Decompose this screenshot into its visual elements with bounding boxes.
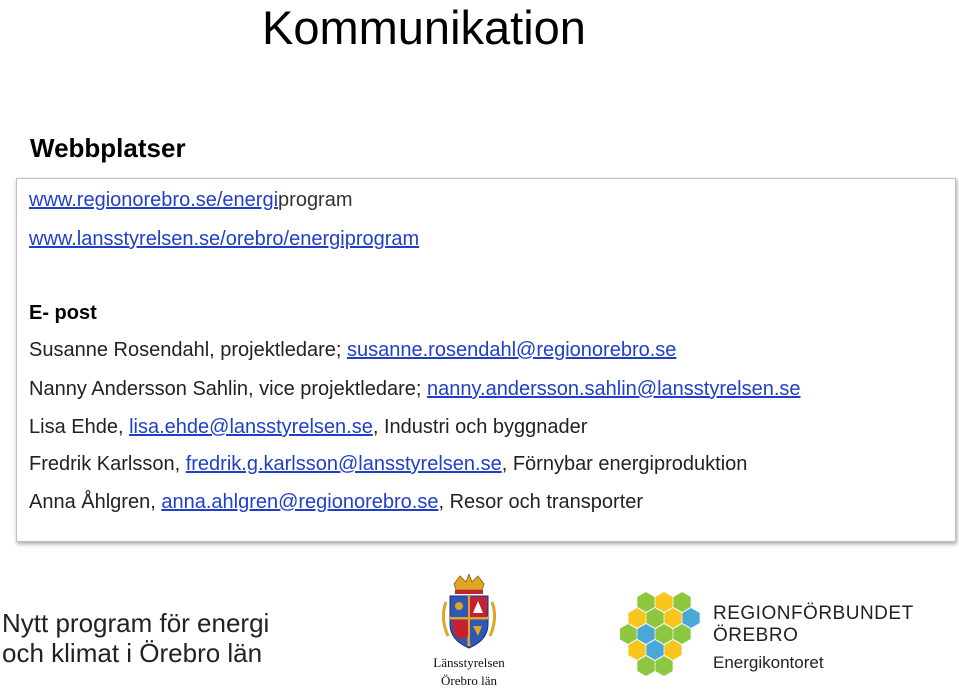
contact-name: Fredrik Karlsson, — [29, 453, 186, 475]
contact-name: Nanny Andersson Sahlin, vice projektledare; — [29, 378, 428, 400]
program-logo-line1: Nytt program för energi — [2, 608, 270, 638]
contact-item — [29, 414, 587, 440]
contact-email-link[interactable]: anna.ahlgren@regionorebro.se — [161, 491, 439, 513]
contact-role: , Resor och transporter — [438, 491, 644, 513]
website-link-lansstyrelsen[interactable] — [29, 226, 419, 252]
contact-item — [29, 489, 643, 515]
contact-item — [29, 337, 676, 363]
regionforbundet-logo-line2: ÖREBRO — [713, 625, 799, 646]
contact-email-link[interactable]: nanny.andersson.sahlin@lansstyrelsen.se — [427, 378, 801, 400]
contact-email-link[interactable]: lisa.ehde@lansstyrelsen.se — [129, 416, 373, 438]
website-link-linked-part[interactable]: www.regionorebro.se/energi — [29, 189, 279, 211]
contact-name: Anna Åhlgren, — [29, 491, 162, 513]
contact-name: Lisa Ehde, — [29, 416, 130, 438]
program-logo — [2, 608, 269, 668]
website-link-linked-part[interactable]: www.lansstyrelsen.se/orebro/energiprogram — [29, 228, 420, 250]
contact-role: , Industri och byggnader — [372, 416, 588, 438]
regionforbundet-logo-line1: REGIONFÖRBUNDET — [713, 603, 914, 624]
lansstyrelsen-logo-text — [424, 654, 514, 690]
regionforbundet-logo-sub: Energikontoret — [713, 653, 824, 672]
email-heading: E- post — [29, 302, 97, 324]
website-link-plain-part: program — [278, 189, 353, 211]
contact-item — [29, 376, 801, 402]
lansstyrelsen-logo-line1: Länsstyrelsen — [433, 655, 505, 670]
contact-email-link[interactable]: fredrik.g.karlsson@lansstyrelsen.se — [185, 453, 502, 475]
program-logo-line2: och klimat i Örebro län — [2, 638, 263, 668]
page-title: Kommunikation — [262, 1, 586, 54]
contact-name: Susanne Rosendahl, projektledare; — [29, 339, 347, 361]
contact-item — [29, 451, 747, 477]
contact-email-link[interactable]: susanne.rosendahl@regionorebro.se — [347, 339, 677, 361]
website-link-regionorebro[interactable] — [29, 187, 353, 213]
regionforbundet-hexagon-icon — [620, 590, 708, 680]
lansstyrelsen-logo-line2: Örebro län — [441, 673, 497, 688]
contact-role: , Förnybar energiproduktion — [501, 453, 748, 475]
regionforbundet-logo-name — [713, 603, 914, 647]
websites-heading: Webbplatser — [30, 133, 186, 163]
